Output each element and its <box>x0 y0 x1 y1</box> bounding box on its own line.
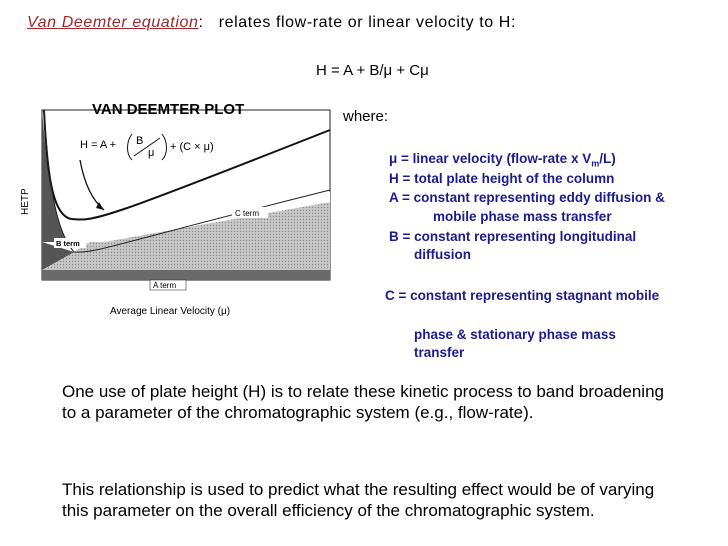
header-line <box>27 14 516 32</box>
header-description: relates flow-rate or linear velocity to H: <box>218 14 517 31</box>
def-h: H = total plate height of the column <box>389 171 615 186</box>
plot-formula-c: + (C × μ) <box>170 141 214 153</box>
y-axis-label: HETP <box>20 188 31 215</box>
a-term-label: A term <box>153 281 177 290</box>
def-c-line1: C = constant representing stagnant mobile <box>385 288 660 303</box>
van-deemter-term: Van Deemter equation <box>27 14 199 31</box>
plot-formula-b: B <box>136 135 144 147</box>
def-mu-end: /L) <box>599 151 616 166</box>
def-b-line1: B = constant representing longitudinal <box>389 229 637 244</box>
header-colon: : <box>198 14 204 31</box>
van-deemter-plot <box>14 92 340 322</box>
def-c-line3: transfer <box>414 345 465 360</box>
def-mu-text: μ = linear velocity (flow-rate x V <box>389 151 592 166</box>
def-b-line2: diffusion <box>414 247 471 262</box>
a-term-region <box>42 270 330 280</box>
where-label: where: <box>343 108 389 125</box>
x-axis-label: Average Linear Velocity (μ) <box>110 306 231 317</box>
paragraph-plate-height: One use of plate height (H) is to relate these kinetic process to band broadening to a parameter of the chromatographic system (e.g., flow-rate). <box>62 382 664 422</box>
plot-title: VAN DEEMTER PLOT <box>92 101 245 118</box>
b-term-label: B term <box>56 239 80 248</box>
c-term-label: C term <box>235 209 259 218</box>
def-a-line1: A = constant representing eddy diffusion & <box>389 190 665 205</box>
def-a-line2: mobile phase mass transfer <box>433 209 612 224</box>
plot-formula-h: H = A + <box>80 139 117 151</box>
def-mu-subscript: m <box>591 158 600 169</box>
plot-formula-mu: μ <box>148 147 155 159</box>
equation: H = A + B/μ + Cμ <box>316 62 429 79</box>
paragraph-relationship: This relationship is used to predict what the resulting effect would be of varying this parameter on the overall efficiency of the chromatographic system. <box>62 480 655 520</box>
def-c-line2: phase & stationary phase mass <box>414 327 616 342</box>
